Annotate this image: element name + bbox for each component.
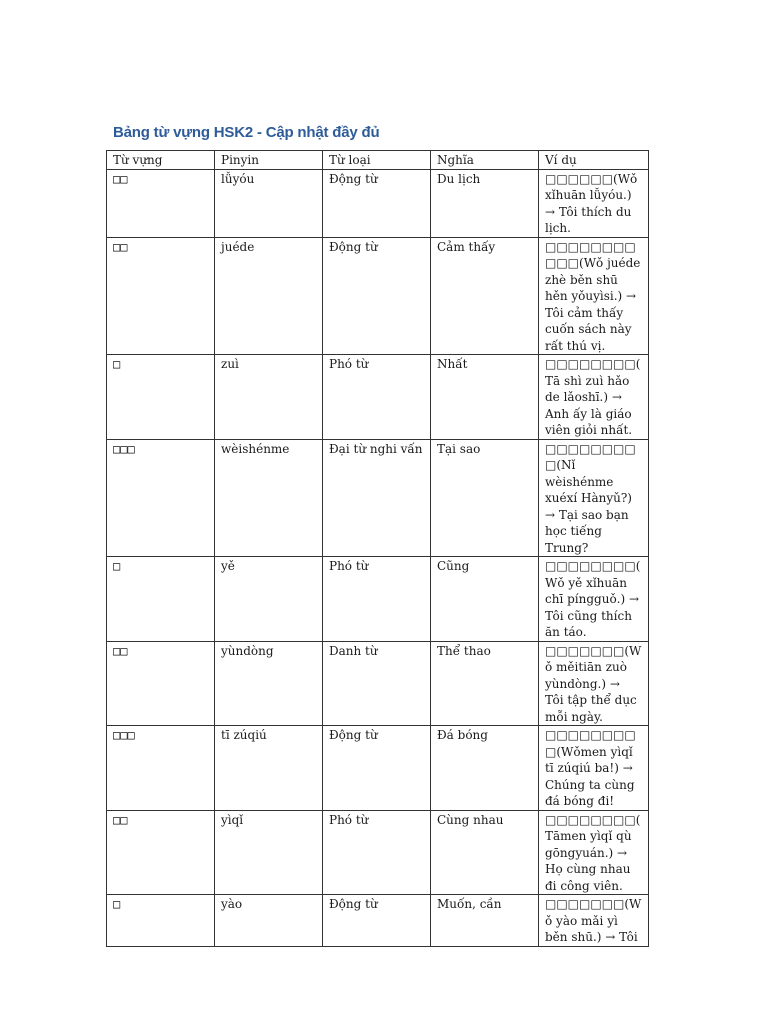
part-of-speech-cell: Phó từ	[323, 810, 431, 895]
pinyin-cell: yě	[215, 557, 323, 642]
meaning-cell: Du lịch	[431, 169, 539, 237]
column-header-part-of-speech: Từ loại	[323, 151, 431, 170]
table-row	[107, 726, 649, 811]
pinyin-cell: juéde	[215, 237, 323, 355]
word-cell: □□	[107, 810, 215, 895]
table-row	[107, 355, 649, 440]
part-of-speech-cell: Động từ	[323, 169, 431, 237]
document-title: Bảng từ vựng HSK2 - Cập nhật đầy đủ	[113, 124, 380, 141]
pinyin-cell: zuì	[215, 355, 323, 440]
part-of-speech-cell: Động từ	[323, 895, 431, 947]
example-cell: □□□□□□□□□(Nǐ wèishénme xuéxí Hànyǔ?) → Tại sao bạn học tiếng Trung?	[539, 439, 649, 557]
table-row	[107, 895, 649, 947]
word-cell: □□	[107, 169, 215, 237]
table-row	[107, 237, 649, 355]
column-header-pinyin: Pinyin	[215, 151, 323, 170]
example-cell: □□□□□□□□□□□(Wǒ juéde zhè běn shū hěn yǒuyìsi.) → Tôi cảm thấy cuốn sách này rất thú vị.	[539, 237, 649, 355]
meaning-cell: Cùng nhau	[431, 810, 539, 895]
word-cell: □□□	[107, 439, 215, 557]
table-row	[107, 169, 649, 237]
table-header-row	[107, 151, 649, 170]
meaning-cell: Tại sao	[431, 439, 539, 557]
example-cell: □□□□□□□(Wǒ yào mǎi yì běn shū.) → Tôi	[539, 895, 649, 947]
example-cell: □□□□□□□□(Tā shì zuì hǎo de lǎoshī.) → Anh ấy là giáo viên giỏi nhất.	[539, 355, 649, 440]
part-of-speech-cell: Đại từ nghi vấn	[323, 439, 431, 557]
pinyin-cell: yào	[215, 895, 323, 947]
vocabulary-table	[106, 150, 649, 947]
meaning-cell: Nhất	[431, 355, 539, 440]
example-cell: □□□□□□(Wǒ xǐhuān lǚyóu.) → Tôi thích du lịch.	[539, 169, 649, 237]
word-cell: □□□	[107, 726, 215, 811]
column-header-meaning: Nghĩa	[431, 151, 539, 170]
pinyin-cell: lǚyóu	[215, 169, 323, 237]
word-cell: □	[107, 557, 215, 642]
word-cell: □□	[107, 641, 215, 726]
pinyin-cell: yìqǐ	[215, 810, 323, 895]
meaning-cell: Cũng	[431, 557, 539, 642]
meaning-cell: Thể thao	[431, 641, 539, 726]
example-cell: □□□□□□□□(Wǒ yě xǐhuān chī píngguǒ.) → Tôi cũng thích ăn táo.	[539, 557, 649, 642]
part-of-speech-cell: Động từ	[323, 237, 431, 355]
table-row	[107, 557, 649, 642]
part-of-speech-cell: Phó từ	[323, 557, 431, 642]
part-of-speech-cell: Phó từ	[323, 355, 431, 440]
table-row	[107, 439, 649, 557]
pinyin-cell: wèishénme	[215, 439, 323, 557]
example-cell: □□□□□□□□(Tāmen yìqǐ qù gōngyuán.) → Họ cùng nhau đi công viên.	[539, 810, 649, 895]
example-cell: □□□□□□□□□(Wǒmen yìqǐ tī zúqiú ba!) → Chúng ta cùng đá bóng đi!	[539, 726, 649, 811]
word-cell: □	[107, 895, 215, 947]
part-of-speech-cell: Danh từ	[323, 641, 431, 726]
pinyin-cell: tī zúqiú	[215, 726, 323, 811]
column-header-example: Ví dụ	[539, 151, 649, 170]
part-of-speech-cell: Động từ	[323, 726, 431, 811]
word-cell: □□	[107, 237, 215, 355]
table-row	[107, 641, 649, 726]
meaning-cell: Cảm thấy	[431, 237, 539, 355]
column-header-word: Từ vựng	[107, 151, 215, 170]
example-cell: □□□□□□□(Wǒ měitiān zuò yùndòng.) → Tôi tập thể dục mỗi ngày.	[539, 641, 649, 726]
table-row	[107, 810, 649, 895]
meaning-cell: Muốn, cần	[431, 895, 539, 947]
meaning-cell: Đá bóng	[431, 726, 539, 811]
word-cell: □	[107, 355, 215, 440]
pinyin-cell: yùndòng	[215, 641, 323, 726]
